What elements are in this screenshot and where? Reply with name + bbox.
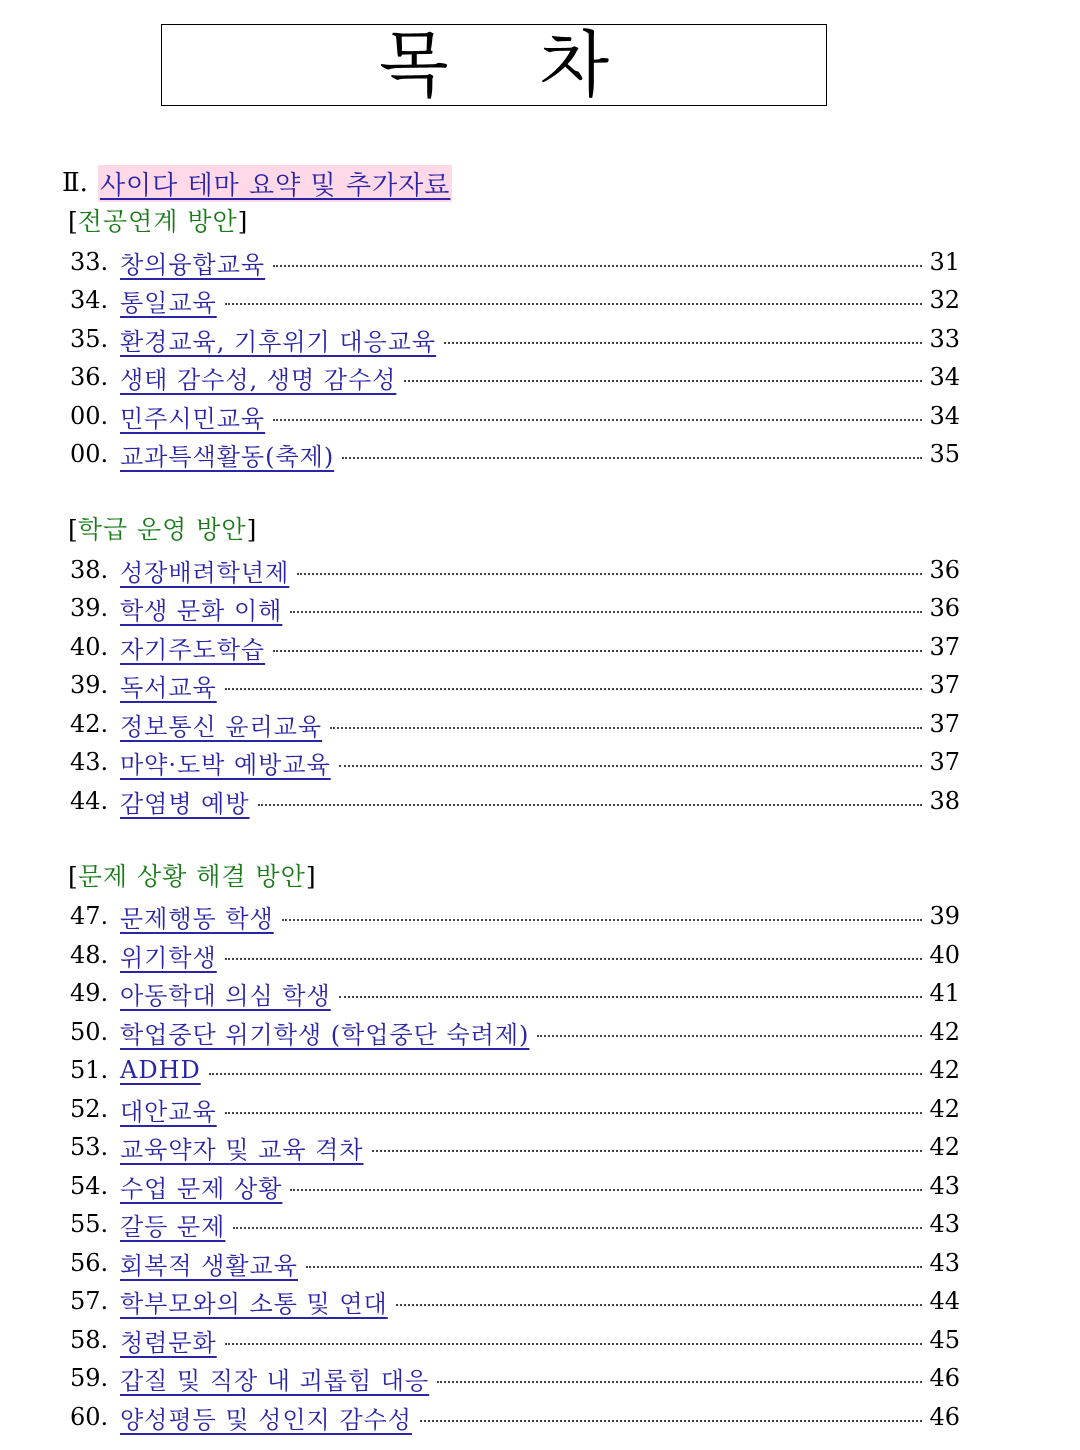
toc-entry-page: 33 [929,325,960,353]
toc-entry-page: 36 [929,594,960,622]
toc-entry-page: 37 [929,671,960,699]
toc-entry-page: 39 [929,902,960,930]
toc-entry-number: 42. [70,710,109,738]
toc-entry-page: 37 [929,633,960,661]
toc-entry-link[interactable]: 위기학생 [120,943,217,972]
toc-entry-link[interactable]: 자기주도학습 [120,635,266,664]
toc-entry-number: 53. [70,1133,109,1161]
dot-leader [339,765,922,767]
toc-entry-link[interactable]: 갈등 문제 [120,1212,226,1241]
toc-entry-page: 43 [929,1210,960,1238]
dot-leader [290,1189,922,1191]
section-bracket-open: [ [68,515,78,544]
toc-entry-page: 46 [929,1364,960,1392]
toc-entry [70,1053,960,1087]
toc-entry-page: 43 [929,1249,960,1277]
toc-entry-number: 43. [70,748,109,776]
toc-entry-link[interactable]: 대안교육 [120,1097,217,1126]
toc-entry-page: 34 [929,363,960,391]
toc-entry-link[interactable]: 성장배려학년제 [120,558,290,587]
dot-leader [233,1227,922,1229]
toc-entry-page: 35 [929,440,960,468]
dot-leader [420,1420,922,1422]
dot-leader [282,919,922,921]
toc-entry-number: 44. [70,787,109,815]
toc-entry [70,668,960,702]
toc-entry-link[interactable]: 마약·도박 예방교육 [120,750,331,779]
toc-entry-page: 42 [929,1018,960,1046]
toc-entry [70,399,960,433]
toc-entry [70,1130,960,1164]
dot-leader [342,457,922,459]
toc-entry [70,976,960,1010]
toc-entry [70,707,960,741]
dot-leader [225,958,922,960]
toc-entry [70,322,960,356]
toc-entry-number: 58. [70,1326,109,1354]
toc-entry-link[interactable]: 통일교육 [120,288,217,317]
toc-entry-number: 57. [70,1287,109,1315]
toc-entry-number: 00. [70,402,109,430]
section-title: 전공연계 방안 [77,207,238,236]
dot-leader [437,1381,922,1383]
toc-entry [70,1400,960,1434]
dot-leader [225,1112,922,1114]
toc-entry-link[interactable]: 교육약자 및 교육 격차 [120,1135,364,1164]
toc-entry-number: 54. [70,1172,109,1200]
toc-entry-link[interactable]: 아동학대 의심 학생 [120,981,331,1010]
toc-entry [70,1207,960,1241]
title-box [161,24,827,106]
toc-entry-number: 40. [70,633,109,661]
toc-entry-link[interactable]: 양성평등 및 성인지 감수성 [120,1405,412,1434]
toc-entry-number: 49. [70,979,109,1007]
dot-leader [290,611,922,613]
toc-entry-page: 42 [929,1056,960,1084]
section-bracket-open: [ [68,862,78,891]
dot-leader [273,650,922,652]
toc-entry [70,1246,960,1280]
toc-entry-link[interactable]: 회복적 생활교육 [120,1251,298,1280]
toc-entry-link[interactable]: 독서교육 [120,673,217,702]
toc-entry-link[interactable]: 정보통신 윤리교육 [120,712,323,741]
chapter-number: Ⅱ. [62,168,88,198]
toc-entry-number: 60. [70,1403,109,1431]
chapter-heading [62,165,452,201]
toc-entry [70,1015,960,1049]
dot-leader [372,1150,922,1152]
section-bracket-close: ] [305,862,316,891]
dot-leader [225,303,922,305]
toc-entry-link[interactable]: 교과특색활동(축제) [120,442,335,471]
toc-entry [70,360,960,394]
toc-entry-page: 43 [929,1172,960,1200]
toc-entry [70,630,960,664]
dot-leader [273,419,922,421]
toc-entry-link[interactable]: 창의융합교육 [120,250,266,279]
toc-entry-link[interactable]: 생태 감수성, 생명 감수성 [120,365,397,394]
toc-entry-page: 36 [929,556,960,584]
dot-leader [209,1073,922,1075]
toc-entry-page: 42 [929,1095,960,1123]
toc-entry-page: 32 [929,286,960,314]
dot-leader [404,380,922,382]
dot-leader [273,265,922,267]
toc-entry-link[interactable]: 청렴문화 [120,1328,217,1357]
toc-entry-page: 37 [929,748,960,776]
dot-leader [330,727,922,729]
toc-entry-number: 51. [70,1056,109,1084]
toc-entry-number: 33. [70,248,109,276]
toc-entry-page: 40 [929,941,960,969]
toc-entry [70,745,960,779]
dot-leader [225,1343,922,1345]
section-title: 문제 상황 해결 방안 [77,862,306,891]
toc-entry-link[interactable]: 문제행동 학생 [120,904,274,933]
toc-entry-number: 36. [70,363,109,391]
dot-leader [258,804,922,806]
toc-entry [70,1361,960,1395]
toc-entry-number: 39. [70,594,109,622]
toc-entry [70,553,960,587]
toc-entry-page: 46 [929,1403,960,1431]
toc-entry-number: 39. [70,671,109,699]
toc-entry-link[interactable]: 수업 문제 상황 [120,1174,283,1203]
toc-entry-link[interactable]: 학업중단 위기학생 (학업중단 숙려제) [120,1020,530,1049]
toc-entry [70,938,960,972]
toc-entry-page: 38 [929,787,960,815]
toc-entry-page: 34 [929,402,960,430]
toc-entry-page: 42 [929,1133,960,1161]
section-heading [68,860,316,894]
toc-entry-number: 50. [70,1018,109,1046]
toc-entry-number: 52. [70,1095,109,1123]
toc-entry-link[interactable]: 민주시민교육 [120,404,266,433]
toc-entry [70,1169,960,1203]
dot-leader [444,342,922,344]
toc-entry-link[interactable]: ADHD [120,1056,201,1084]
toc-entry [70,437,960,471]
dot-leader [225,688,922,690]
chapter-title-link[interactable]: 사이다 테마 요약 및 추가자료 [98,165,452,202]
toc-entry-number: 56. [70,1249,109,1277]
toc-entry [70,283,960,317]
toc-entry [70,1323,960,1357]
toc-entry-page: 41 [929,979,960,1007]
section-heading [68,513,256,547]
toc-entry-link[interactable]: 학생 문화 이해 [120,596,283,625]
toc-entry [70,245,960,279]
section-bracket-close: ] [246,515,257,544]
toc-entry-link[interactable]: 갑질 및 직장 내 괴롭힘 대응 [120,1366,430,1395]
toc-entry-number: 59. [70,1364,109,1392]
toc-entry-page: 31 [929,248,960,276]
toc-entry-page: 37 [929,710,960,738]
toc-entry-link[interactable]: 학부모와의 소통 및 연대 [120,1289,388,1318]
dot-leader [339,996,922,998]
toc-entry [70,591,960,625]
section-bracket-open: [ [68,207,78,236]
toc-entry-number: 48. [70,941,109,969]
toc-entry-link[interactable]: 감염병 예방 [120,789,250,818]
page-title: 목 차 [379,23,643,107]
toc-entry-number: 38. [70,556,109,584]
dot-leader [396,1304,922,1306]
dot-leader [537,1035,922,1037]
toc-entry [70,1284,960,1318]
toc-entry [70,1092,960,1126]
section-title: 학급 운영 방안 [77,515,247,544]
toc-entry-number: 35. [70,325,109,353]
toc-entry-number: 34. [70,286,109,314]
toc-entry-link[interactable]: 환경교육, 기후위기 대응교육 [120,327,437,356]
toc-entry-page: 45 [929,1326,960,1354]
toc-entry-page: 44 [929,1287,960,1315]
toc-entry [70,899,960,933]
section-heading [68,205,247,239]
toc-entry [70,784,960,818]
dot-leader [297,573,922,575]
toc-entry-number: 00. [70,440,109,468]
toc-entry-number: 47. [70,902,109,930]
section-bracket-close: ] [237,207,248,236]
toc-entry-number: 55. [70,1210,109,1238]
dot-leader [306,1266,922,1268]
